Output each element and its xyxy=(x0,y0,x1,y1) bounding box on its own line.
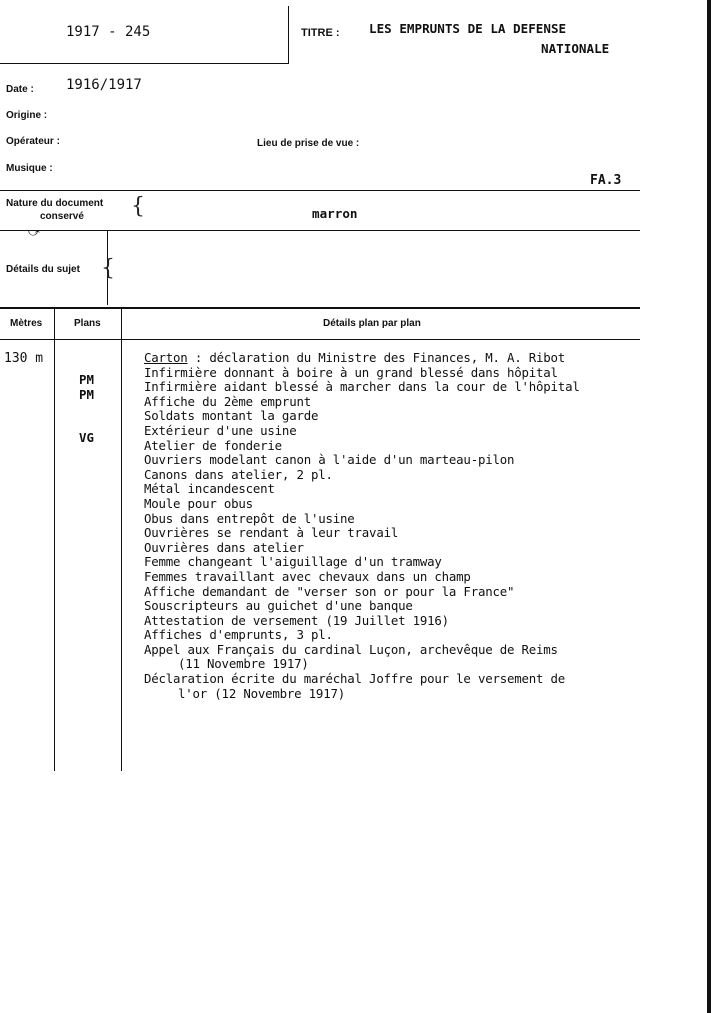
detail-line: Affiche demandant de "verser son or pour la France" xyxy=(144,583,515,599)
detail-line: Attestation de versement (19 Juillet 1916) xyxy=(144,612,449,628)
detail-line: Femme changeant l'aiguillage d'un tramway xyxy=(144,554,442,570)
col-divider-1 xyxy=(54,309,55,771)
detail-line: (11 Novembre 1917) xyxy=(178,656,309,672)
nature-brace: { xyxy=(131,194,145,219)
plan-cell: VG xyxy=(79,430,94,446)
col-plans-header: Plans xyxy=(74,318,101,329)
page-edge xyxy=(707,0,711,1013)
plan-cell: PM xyxy=(79,372,94,387)
detail-line: Ouvrières se rendant à leur travail xyxy=(144,525,399,541)
detail-line: Extérieur d'une usine xyxy=(144,422,297,438)
section-rule-2 xyxy=(0,230,640,231)
detail-line: Canons dans atelier, 2 pl. xyxy=(144,466,333,482)
table-top-rule xyxy=(0,307,640,309)
details-brace: { xyxy=(101,256,115,281)
header-divider-horizontal xyxy=(0,63,289,64)
film-code: FA.3 xyxy=(590,173,622,188)
title-line-2: NATIONALE xyxy=(541,41,610,56)
plan-cell: PM xyxy=(79,386,94,402)
nature-label-line-2: conservé xyxy=(40,211,84,222)
document-reference: 1917 - 245 xyxy=(66,24,151,40)
detail-line: l'or (12 Novembre 1917) xyxy=(178,685,345,701)
details-sujet-label: Détails du sujet xyxy=(6,264,80,275)
nature-label-line-1: Nature du document xyxy=(6,198,104,209)
plans-column xyxy=(79,373,94,446)
section-rule-1 xyxy=(0,190,640,191)
carton-word: Carton xyxy=(144,350,188,365)
plan-cell-empty xyxy=(79,417,94,432)
col-metres-header: Mètres xyxy=(10,318,43,329)
title-line-1: LES EMPRUNTS DE LA DEFENSE xyxy=(369,21,567,36)
detail-line: Ouvriers modelant canon à l'aide d'un marteau-pilon xyxy=(144,452,515,468)
musique-label: Musique : xyxy=(6,163,53,174)
detail-line: Affiche du 2ème emprunt xyxy=(144,393,311,409)
origine-label: Origine : xyxy=(6,110,48,121)
metres-value: 130 m xyxy=(4,351,44,366)
plan-cell-empty xyxy=(79,402,94,417)
titre-label: TITRE : xyxy=(301,27,340,39)
detail-line: Atelier de fonderie xyxy=(144,437,282,453)
detail-line: Infirmière donnant à boire à un grand blessé dans hôpital xyxy=(144,364,558,380)
carton-text: : déclaration du Ministre des Finances, M. A. Ribot xyxy=(187,350,566,365)
details-column xyxy=(144,351,580,701)
operateur-label: Opérateur : xyxy=(6,136,60,147)
detail-line: Infirmière aidant blessé à marcher dans la cour de l'hôpital xyxy=(144,379,580,395)
col-divider-2 xyxy=(121,309,122,771)
arrow-mark: ⤻ xyxy=(28,226,40,239)
detail-line: Femmes travaillant avec chevaux dans un champ xyxy=(144,568,471,584)
carton-line xyxy=(144,351,580,366)
detail-line: Affiches d'emprunts, 3 pl. xyxy=(144,627,333,643)
col-details-header: Détails plan par plan xyxy=(323,318,421,329)
detail-line: Obus dans entrepôt de l'usine xyxy=(144,510,355,526)
detail-line: Déclaration écrite du maréchal Joffre pour le versement de xyxy=(144,671,566,687)
table-header-rule xyxy=(0,339,640,340)
detail-line: Moule pour obus xyxy=(144,495,253,511)
date-label: Date : xyxy=(6,84,34,95)
date-value: 1916/1917 xyxy=(66,77,142,93)
header-divider-vertical xyxy=(288,6,289,64)
detail-line: Soldats montant la garde xyxy=(144,408,319,424)
detail-line: Métal incandescent xyxy=(144,481,275,497)
detail-line: Souscripteurs au guichet d'une banque xyxy=(144,598,413,614)
detail-line: Ouvrières dans atelier xyxy=(144,539,304,555)
lieu-label: Lieu de prise de vue : xyxy=(257,138,360,149)
nature-value: marron xyxy=(312,206,358,221)
detail-line: Appel aux Français du cardinal Luçon, archevêque de Reims xyxy=(144,641,558,657)
